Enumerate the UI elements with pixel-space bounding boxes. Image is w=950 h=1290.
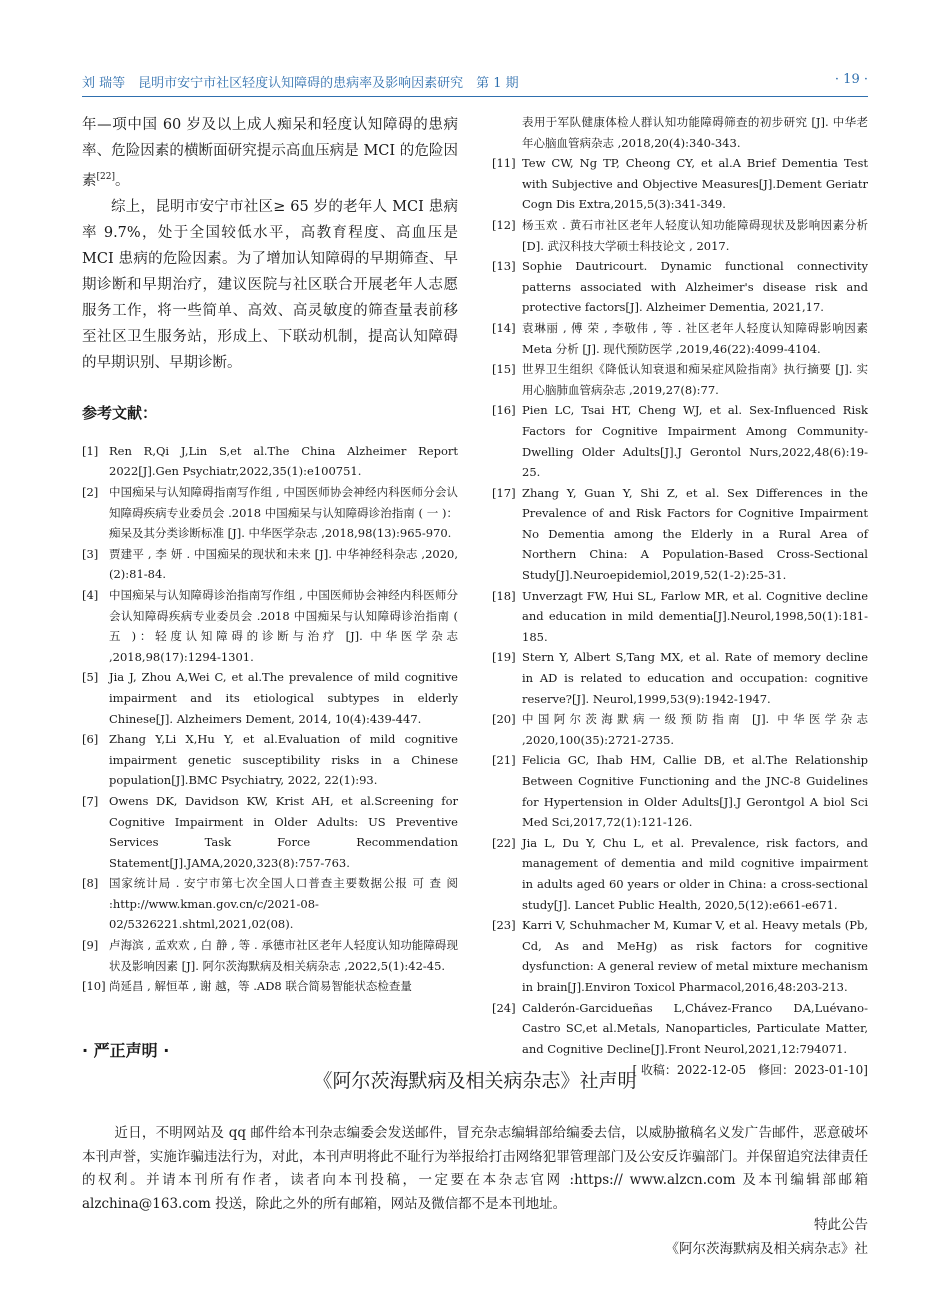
reference-number: [16]: [492, 403, 516, 418]
reference-text: 中国痴呆与认知障碍指南写作组 , 中国医师协会神经内科医师分会认知障碍疾病专业委员会 .2018 中国痴呆与认知障碍诊治指南 ( 一 )：痴呆及其分类诊断标准 [J]. 中华医学杂志 ,2018,98(13):965-970.: [109, 485, 458, 541]
reference-item: [492, 750, 868, 832]
header-title: 刘 瑞等 昆明市安宁市社区轻度认知障碍的患病率及影响因素研究 第 1 期: [82, 76, 519, 91]
reference-text: Sophie Dautricourt. Dynamic functional connectivity patterns associated with Alzheimer's disease risk and protective factors[J]. Alzheimer Dementia, 2021,17.: [522, 259, 868, 315]
reference-text: 国家统计局 . 安宁市第七次全国人口普查主要数据公报 可 查 阅 :http://www.kman.gov.cn/c/2021-08-02/5326221.shtml,2021,02(08).: [109, 876, 458, 932]
reference-item: [492, 318, 868, 359]
notice-body: 近日，不明网站及 qq 邮件给本刊杂志编委会发送邮件，冒充杂志编辑部给编委去信，以威胁撤稿名义发广告邮件，恶意破坏本刊声誉，实施诈骗违法行为，对此，本刊声明将此不耻行为举报给打击网络犯罪管理部门及公安反诈骗部门。并保留追究法律责任的权利。并请本刊所有作者，读者向本刊投稿，一定要在本杂志官网 :https:// www.alzcn.com 及本刊编辑部邮箱 alzchina@163.com 投送，除此之外的所有邮箱，网站及微信都不是本刊地址。: [82, 1125, 868, 1212]
reference-text: 中国痴呆与认知障碍诊治指南写作组 , 中国医师协会神经内科医师分会认知障碍疾病专业委员会 .2018 中国痴呆与认知障碍诊治指南 ( 五 )：轻度认知障碍的诊断与治疗 [J]. 中华医学杂志 ,2018,98(17):1294-1301.: [109, 587, 458, 664]
reference-number: [10]: [82, 979, 106, 994]
reference-text: Zhang Y, Guan Y, Shi Z, et al. Sex Differences in the Prevalence of and Risk Factors for Cognitive Impairment No Dementia among the Elderly in a Rural Area of Northern China: A Population-Based Cross-Sectional Study[J].Neuroepidemiol,2019,52(1-2):25-31.: [522, 485, 868, 583]
reference-number: [17]: [492, 485, 516, 500]
reference-text: 袁琳丽 , 傅 荣 , 李敬伟 , 等 . 社区老年人轻度认知障碍影响因素 Meta 分析 [J]. 现代预防医学 ,2019,46(22):4099-4104.: [522, 320, 868, 356]
reference-text: 杨玉欢 . 黄石市社区老年人轻度认知功能障碍现状及影响因素分析 [D]. 武汉科技大学硕士科技论文 , 2017.: [522, 217, 868, 253]
reference-item: [492, 833, 868, 915]
reference-item: [82, 667, 458, 729]
reference-item: [82, 729, 458, 791]
reference-number: [6]: [82, 732, 99, 747]
right-column: [492, 112, 868, 1078]
reference-number: [2]: [82, 485, 99, 500]
reference-number: [19]: [492, 650, 516, 665]
reference-text: Calderón-Garcidueñas L,Chávez-Franco DA,Luévano-Castro SC,et al.Metals, Nanoparticles, Particulate Matter, and Cognitive Decline[J].Front Neurol,2021,12:794071.: [522, 1000, 868, 1056]
reference-text: 贾建平 , 李 妍 . 中国痴呆的现状和未来 [J]. 中华神经科杂志 ,2020,(2):81-84.: [109, 546, 458, 582]
reference-text: 中国阿尔茨海默病一级预防指南 [J]. 中华医学杂志 ,2020,100(35):2721-2735.: [522, 712, 868, 747]
reference-item: [492, 998, 868, 1060]
reference-item: [492, 153, 868, 215]
reference-text: 卢海滨 , 孟欢欢 , 白 静 , 等 . 承德市社区老年人轻度认知功能障碍现状及影响因素 [J]. 阿尔茨海默病及相关病杂志 ,2022,5(1):42-45.: [109, 938, 458, 973]
reference-text: 世界卫生组织《降低认知衰退和痴呆症风险指南》执行摘要 [J]. 实用心脑肺血管病杂志 ,2019,27(8):77.: [522, 362, 868, 397]
reference-number: [22]: [492, 835, 516, 850]
reference-number: [21]: [492, 753, 516, 768]
body-paragraph-1: [82, 112, 458, 194]
reference-item: [82, 441, 458, 482]
reference-item: [492, 483, 868, 586]
reference-number: [12]: [492, 217, 516, 232]
reference-text: Jia J, Zhou A,Wei C, et al.The prevalence of mild cognitive impairment and its etiological subtypes in elderly Chinese[J]. Alzheimers Dement, 2014, 10(4):439-447.: [109, 670, 458, 726]
header-divider: [82, 96, 868, 97]
running-header: [82, 72, 868, 94]
reference-number: [11]: [492, 156, 516, 171]
reference-item: [492, 915, 868, 997]
reference-item: [492, 709, 868, 750]
reference-text: Stern Y, Albert S,Tang MX, et al. Rate of memory decline in AD is related to education and occupation: cognitive reserve?[J]. Neurol,1999,53(9):1942-1947.: [522, 650, 868, 706]
reference-text: Zhang Y,Li X,Hu Y, et al.Evaluation of mild cognitive impairment genetic susceptibility risks in a Chinese population[J].BMC Psychiatry, 2022, 22(1):93.: [109, 732, 458, 788]
reference-text: Owens DK, Davidson KW, Krist AH, et al.Screening for Cognitive Impairment in Older Adults: US Preventive Services Task Force Recommendation Statement[J].JAMA,2020,323(8):757-763.: [109, 793, 458, 870]
reference-number: [9]: [82, 938, 99, 953]
notice-publisher: 《阿尔茨海默病及相关病杂志》社: [665, 1241, 868, 1257]
reference-item: [492, 586, 868, 648]
reference-text: Pien LC, Tsai HT, Cheng WJ, et al. Sex-Influenced Risk Factors for Cognitive Impairment Among Community-Dwelling Older Adults[J].J Gerontol Nurs,2022,48(6):19-25.: [522, 403, 868, 480]
reference-10-continuation: 表用于军队健康体检人群认知功能障碍筛查的初步研究 [J]. 中华老年心脑血管病杂志 ,2018,20(4):340-343.: [522, 115, 868, 150]
reference-text: Unverzagt FW, Hui SL, Farlow MR, et al. Cognitive decline and education in mild dementia[J].Neurol,1998,50(1):181-185.: [522, 588, 868, 644]
page-number: · 19 ·: [834, 72, 868, 87]
notice-signoff: 特此公告: [814, 1217, 868, 1233]
reference-number: [23]: [492, 918, 516, 933]
reference-number: [3]: [82, 546, 99, 561]
notice-label: · 严正声明 ·: [82, 1041, 170, 1060]
reference-text: Felicia GC, Ihab HM, Callie DB, et al.The Relationship Between Cognitive Functioning and the JNC-8 Guidelines for Hypertension in Older Adults[J].J Gerontgol A biol Sci Med Sci,2017,72(1):121-126.: [522, 753, 868, 830]
reference-list-right: [492, 153, 868, 1059]
p1-end: 。: [114, 172, 130, 189]
reference-item: [82, 544, 458, 585]
reference-item: [492, 400, 868, 482]
reference-number: [13]: [492, 259, 516, 274]
reference-number: [7]: [82, 793, 99, 808]
notice-title: 《阿尔茨海默病及相关病杂志》社声明: [313, 1070, 637, 1092]
reference-item: [492, 215, 868, 256]
reference-item: [82, 873, 458, 935]
reference-number: [15]: [492, 362, 516, 377]
reference-text: Jia L, Du Y, Chu L, et al. Prevalence, risk factors, and management of dementia and mild cognitive impairment in adults aged 60 years or older in China: a cross-sectional study[J]. Lancet Public Health, 2020,5(12):e661-e671.: [522, 835, 868, 912]
reference-number: [24]: [492, 1000, 516, 1015]
p1-text: 年—项中国 60 岁及以上成人痴呆和轻度认知障碍的患病率、危险因素的横断面研究提示高血压病是 MCI 的危险因素: [82, 117, 458, 189]
reference-text: 尚延昌 , 解恒革 , 谢 越，等 .AD8 联合简易智能状态检查量: [109, 979, 412, 994]
reference-item: [82, 976, 458, 997]
body-paragraph-2: 综上，昆明市安宁市社区≥ 65 岁的老年人 MCI 患病率 9.7%，处于全国较低水平，高教育程度、高血压是 MCI 患病的危险因素。为了增加认知障碍的早期筛查、早期诊断和早期治疗，建议医院与社区联合开展老年人志愿服务工作，将一些简单、高效、高灵敏度的筛查量表前移至社区卫生服务站，形成上、下联动机制，提高认知障碍的早期识别、早期诊断。: [82, 198, 458, 371]
reference-number: [18]: [492, 588, 516, 603]
reference-number: [1]: [82, 443, 99, 458]
citation-superscript: [22]: [96, 172, 115, 182]
received-date: [ 收稿：2022-12-05 修回：2023-01-10]: [632, 1063, 868, 1078]
reference-item: [82, 585, 458, 667]
reference-number: [20]: [492, 712, 516, 727]
reference-number: [5]: [82, 670, 99, 685]
reference-text: Ren R,Qi J,Lin S,et al.The China Alzheimer Report 2022[J].Gen Psychiatr,2022,35(1):e100751.: [109, 443, 458, 479]
reference-item: [492, 359, 868, 400]
reference-item: [492, 647, 868, 709]
reference-number: [8]: [82, 876, 99, 891]
reference-item: [82, 482, 458, 544]
references-heading: 参考文献：: [82, 403, 158, 422]
reference-item: [82, 791, 458, 873]
reference-number: [14]: [492, 320, 516, 335]
reference-number: [4]: [82, 587, 99, 602]
reference-text: Karri V, Schuhmacher M, Kumar V, et al. Heavy metals (Pb, Cd, As and MeHg) as risk factors for cognitive dysfunction: A general review of metal mixture mechanism in brain[J].Environ Toxicol Pharmacol,2016,48:203-213.: [522, 918, 868, 994]
reference-item: [82, 935, 458, 976]
reference-list-left: [82, 441, 458, 997]
reference-text: Tew CW, Ng TP, Cheong CY, et al.A Brief Dementia Test with Subjective and Objective Measures[J].Dement Geriatr Cogn Dis Extra,2015,5(3):341-349.: [522, 156, 868, 212]
left-column: [82, 112, 458, 997]
reference-item: [492, 256, 868, 318]
